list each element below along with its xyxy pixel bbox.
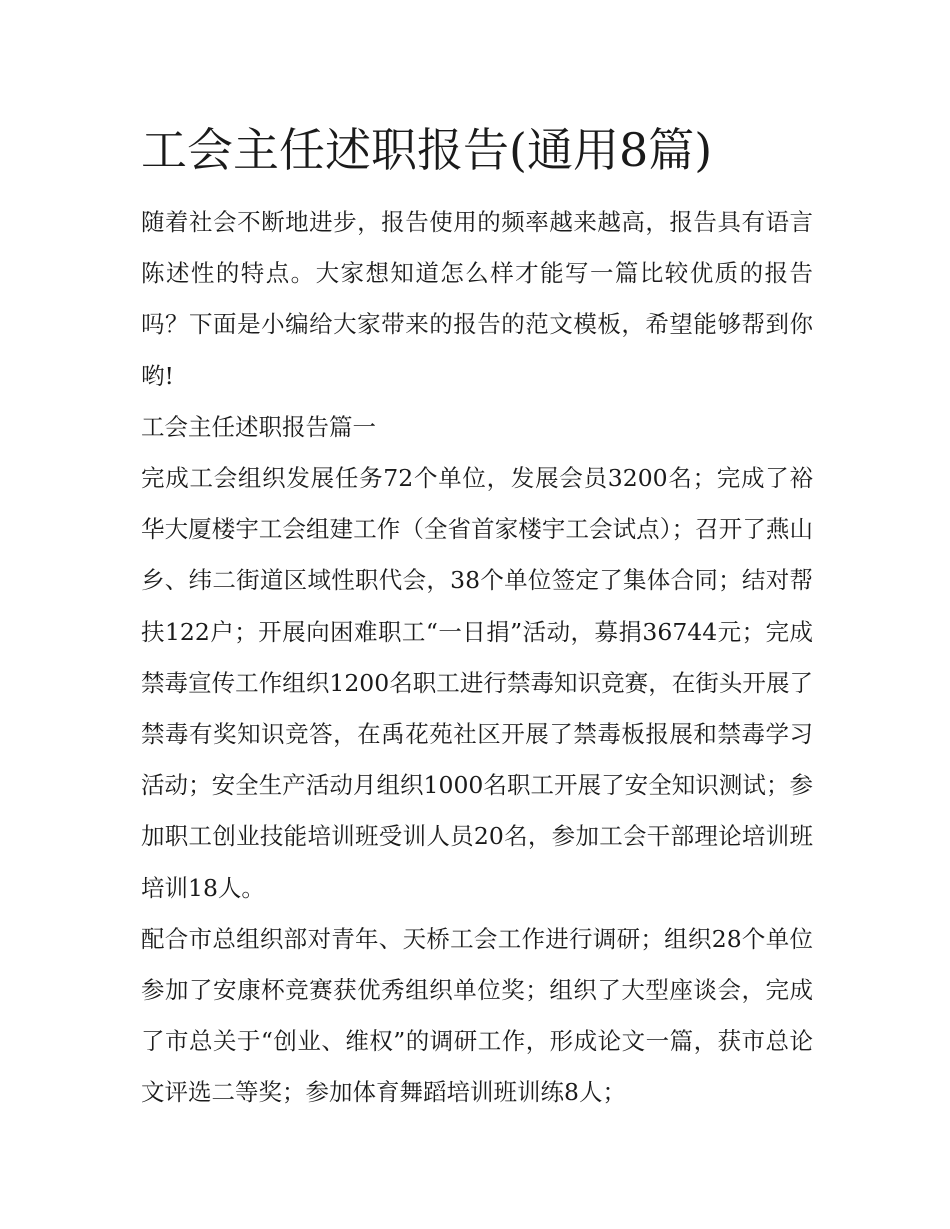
body-paragraph-2: 配合市总组织部对青年、天桥工会工作进行调研；组织28个单位参加了安康杯竞赛获优秀组织单位奖；组织了大型座谈会，完成了市总关于“创业、维权”的调研工作，形成论文一篇，获市总论文评选二等奖；参加体育舞蹈培训班训练8人； [141, 924, 813, 1107]
document-title: 工会主任述职报告(通用8篇) [141, 123, 713, 177]
intro-paragraph: 随着社会不断地进步，报告使用的频率越来越高，报告具有语言陈述性的特点。大家想知道怎么样才能写一篇比较优质的报告吗？下面是小编给大家带来的报告的范文模板，希望能够帮到你哟! [141, 208, 813, 390]
body-paragraph-1: 完成工会组织发展任务72个单位，发展会员3200名；完成了裕华大厦楼宇工会组建工作（全省首家楼宇工会试点）；召开了燕山乡、纬二街道区域性职代会，38个单位签定了集体合同；结对帮扶122户；开展向困难职工“一日捐”活动，募捐36744元；完成禁毒宣传工作组织1200名职工进行禁毒知识竞赛，在街头开展了禁毒有奖知识竞答，在禹花苑社区开展了禁毒板报展和禁毒学习活动；安全生产活动月组织1000名职工开展了安全知识测试；参加职工创业技能培训班受训人员20名，参加工会干部理论培训班培训18人。 [141, 464, 813, 902]
document-body [141, 118, 813, 1119]
section-heading: 工会主任述职报告篇一 [141, 412, 376, 441]
